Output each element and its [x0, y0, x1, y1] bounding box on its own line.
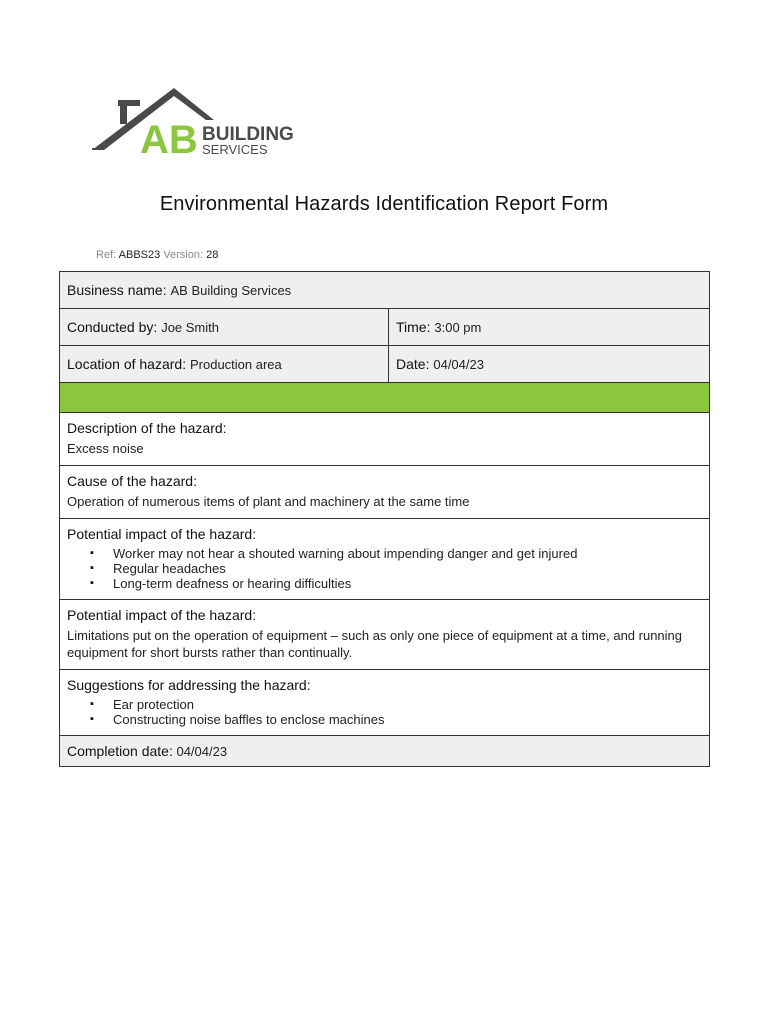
impact-text-2: Limitations put on the operation of equipment – such as only one piece of equipment at a time, and running equipment for short bursts rather than continually. — [67, 628, 683, 660]
list-item: ▪ Worker may not hear a shouted warning about impending danger and get injured — [113, 546, 702, 561]
logo-building-text: BUILDING — [202, 124, 294, 145]
completion-label: Completion date: — [67, 743, 173, 759]
hazard-report-form — [59, 271, 710, 767]
date-label: Date — [396, 356, 426, 372]
business-row — [60, 272, 709, 309]
ref-label: Ref: — [96, 249, 117, 261]
impact-list — [67, 546, 702, 591]
impact-heading-1: Potential impact of the hazard: — [67, 526, 257, 542]
suggestions-list — [67, 697, 702, 727]
suggestions-heading: Suggestions for addressing the hazard: — [67, 677, 311, 693]
suggestions-section — [60, 670, 709, 736]
location-cell: Location of hazard : Production area — [60, 346, 389, 382]
ref-value: ABBS23 — [118, 249, 161, 261]
impact-section-2 — [60, 600, 709, 670]
list-item: ▪ Constructing noise baffles to enclose machines — [113, 712, 702, 727]
time-cell: Time : 3:00 pm — [396, 319, 482, 335]
conducted-cell: Conducted by : Joe Smith — [60, 309, 389, 345]
date-value: 04/04/23 — [433, 356, 484, 372]
business-label: Business name — [67, 282, 163, 298]
cause-text: Operation of numerous items of plant and machinery at the same time — [67, 494, 470, 509]
impact-heading-2: Potential impact of the hazard: — [67, 607, 257, 623]
completion-cell — [60, 736, 709, 766]
version-label: Version: — [163, 249, 204, 261]
location-value: Production area — [189, 356, 282, 372]
completion-value: 04/04/23 — [176, 743, 228, 759]
conducted-label: Conducted by — [67, 319, 154, 335]
reference-line — [96, 249, 218, 261]
version-value: 28 — [206, 249, 219, 261]
conducted-value: Joe Smith — [161, 319, 219, 335]
completion-row — [60, 736, 709, 766]
description-text: Excess noise — [67, 441, 144, 456]
time-label: Time — [396, 319, 427, 335]
conducted-row — [60, 309, 709, 346]
time-value: 3:00 pm — [434, 319, 482, 335]
list-item: ▪ Long-term deafness or hearing difficulties — [113, 576, 702, 591]
business-cell: Business name : AB Building Services — [67, 282, 292, 298]
company-logo — [92, 86, 312, 158]
list-item: ▪ Regular headaches — [113, 561, 702, 576]
location-label: Location of hazard — [67, 356, 183, 372]
date-cell: Date : 04/04/23 — [396, 356, 484, 372]
description-heading: Description of the hazard: — [67, 420, 227, 436]
cause-heading: Cause of the hazard: — [67, 473, 197, 489]
logo-services-text: SERVICES — [202, 142, 268, 157]
location-row — [60, 346, 709, 383]
logo-ab-text: AB — [140, 118, 198, 158]
description-section — [60, 413, 709, 466]
impact-section-1 — [60, 519, 709, 600]
form-title: Environmental Hazards Identification Report Form — [159, 193, 609, 215]
business-value: AB Building Services — [170, 282, 292, 298]
green-divider-bar — [60, 383, 709, 413]
list-item: ▪ Ear protection — [113, 697, 702, 712]
cause-section — [60, 466, 709, 519]
